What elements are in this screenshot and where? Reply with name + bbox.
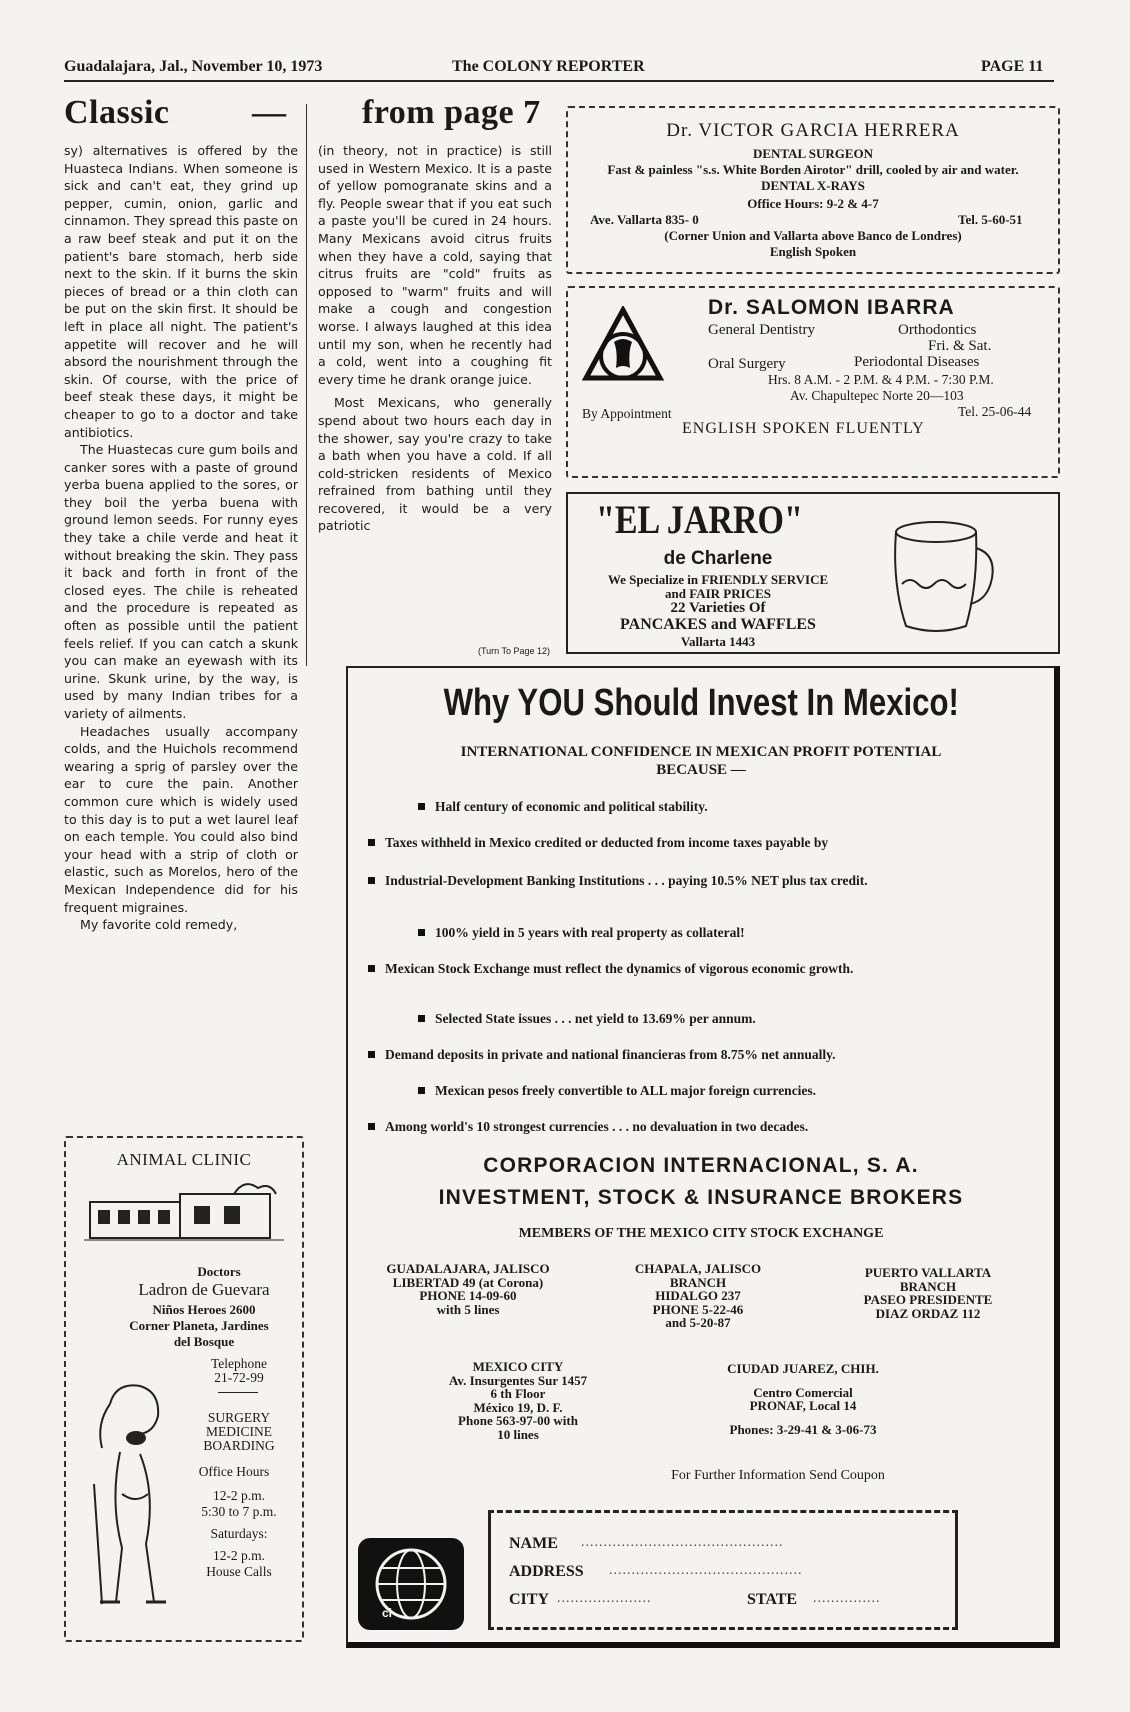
coupon-city-field[interactable]: ..................... <box>557 1591 652 1606</box>
herrera-address: Ave. Vallarta 835- 0 <box>590 212 699 227</box>
invest-bullet: 100% yield in 5 years with real property as collateral! <box>418 924 1028 941</box>
clinic-saturdays: Saturdays: <box>210 1526 268 1541</box>
bullet-square-icon <box>418 1087 425 1094</box>
invest-bullet: Mexican pesos freely convertible to ALL major foreign currencies. <box>418 1082 1028 1099</box>
invest-title-wrap <box>348 682 1054 725</box>
clinic-tel: 21-72-99 <box>214 1370 264 1385</box>
ibarra-name: Dr. SALOMON IBARRA <box>708 296 955 319</box>
header-dateline: Guadalajara, Jal., November 10, 1973 <box>64 58 323 75</box>
ibarra-tel: Tel. 25-06-44 <box>958 404 1032 419</box>
coupon-address-label: ADDRESS <box>509 1563 584 1580</box>
clinic-title: ANIMAL CLINIC <box>116 1150 252 1169</box>
invest-subtitle: INTERNATIONAL CONFIDENCE IN MEXICAN PROFIT POTENTIAL <box>460 744 942 760</box>
bullet-square-icon <box>418 1015 425 1022</box>
bullet-square-icon <box>368 1123 375 1130</box>
invest-bullet: Among world's 10 strongest currencies . . . no devaluation in two decades. <box>368 1118 1038 1135</box>
coupon-state-label: STATE <box>747 1591 798 1608</box>
ad-el-jarro <box>566 492 1060 654</box>
ibarra-specialty-ortho: Orthodontics <box>898 322 977 338</box>
header-paper-name: The COLONY REPORTER <box>452 58 645 75</box>
continued-note: (Turn To Page 12) <box>478 646 551 656</box>
article-paragraph: Most Mexicans, who generally spend about two hours each day in the shower, say you're crazy to take a bath when you have a cold. If all cold-stricken residents of Mexico refrained from bathing until they recovered, it would be a very patriotic <box>318 395 552 534</box>
invest-bullet: Mexican Stock Exchange must reflect the dynamics of vigorous economic growth. <box>368 960 1038 977</box>
coupon-note: For Further Information Send Coupon <box>671 1468 885 1483</box>
clinic-address-1: Niños Heroes 2600 <box>152 1302 256 1317</box>
office-puerto-vallarta: PUERTO VALLARTA BRANCH PASEO PRESIDENTE DIAZ ORDAZ 112 <box>863 1265 993 1321</box>
herrera-name: Dr. VICTOR GARCIA HERRERA <box>666 120 960 141</box>
bullet-square-icon <box>368 965 375 972</box>
clinic-rule <box>218 1392 258 1393</box>
coupon-name-field[interactable]: ............................................. <box>581 1535 784 1550</box>
herrera-tel: Tel. 5-60-51 <box>958 212 1023 227</box>
jarro-name: "EL JARRO" <box>596 497 803 542</box>
clinic-hours-2: 5:30 to 7 p.m. <box>201 1504 277 1519</box>
clinic-tel-label: Telephone <box>210 1356 268 1371</box>
bullet-square-icon <box>418 803 425 810</box>
ad-invest-mexico <box>346 666 1060 1648</box>
header-rule <box>64 80 1054 82</box>
ibarra-address: Av. Chapultepec Norte 20—103 <box>790 388 964 403</box>
headline-right: from page 7 <box>362 94 541 131</box>
office-chapala: CHAPALA, JALISCO BRANCH HIDALGO 237 PHONE 5-22-46 and 5-20-87 <box>634 1261 762 1330</box>
office-mexico-city: MEXICO CITY Av. Insurgentes Sur 1457 6 th Floor México 19, D. F. Phone 563-97-00 with 10 lines <box>448 1359 588 1442</box>
invest-title: Why YOU Should Invest In Mexico! <box>443 682 959 724</box>
article-paragraph: My favorite cold remedy, <box>80 917 238 933</box>
clinic-address-3: del Bosque <box>173 1334 235 1349</box>
coupon-name-label: NAME <box>509 1535 558 1552</box>
ad-animal-clinic <box>64 1136 304 1642</box>
office-ciudad-juarez: CIUDAD JUAREZ, CHIH. Centro Comercial PRONAF, Local 14 Phones: 3-29-41 & 3-06-73 <box>727 1361 879 1437</box>
herrera-title: DENTAL SURGEON <box>752 146 874 161</box>
article-paragraph: sy) alternatives is offered by the Huasteca Indians. When someone is sick and can't eat, they grind up pepper, cumin, onion, garlic and cinnamon. They spread this paste on a raw beef steak and put it on the patient's bare stomach, herb side next to the skin. If it burns the skin pieces of bread or a thin cloth can be put on the skin first. It should be left in place all night. The patient's appetite will recover and he will absord the nourishment through the skin. Of course, with the price of beef steak these days, it might be cheaper to go to a doctor and take antibiotics. <box>64 143 298 440</box>
clinic-service-boarding: BOARDING <box>203 1438 275 1453</box>
coupon-form[interactable] <box>488 1510 958 1630</box>
clinic-service-medicine: MEDICINE <box>206 1424 272 1439</box>
clinic-hours-3: 12-2 p.m. <box>212 1548 266 1563</box>
ad-ibarra <box>566 286 1060 478</box>
invest-bullet: Industrial-Development Banking Institutions . . . paying 10.5% NET plus tax credit. <box>368 872 1038 889</box>
ad-herrera <box>566 106 1060 274</box>
logo-text: ci <box>382 1606 393 1620</box>
herrera-english: English Spoken <box>769 244 857 259</box>
jarro-address: Vallarta 1443 <box>680 634 756 649</box>
clinic-office-hours: Office Hours <box>198 1464 270 1479</box>
jarro-line1: We Specialize in FRIENDLY SERVICE <box>607 572 829 587</box>
bloodhound-doctor-icon <box>80 1374 176 1624</box>
jarro-line2: and FAIR PRICES <box>665 586 771 601</box>
herrera-corner: (Corner Union and Vallarta above Banco de Londres) <box>664 228 962 243</box>
coupon-address-field[interactable]: ........................................... <box>609 1563 803 1578</box>
invest-bullet: Demand deposits in private and national financieras from 8.75% net annually. <box>368 1046 1038 1063</box>
column-divider <box>306 104 307 666</box>
clinic-house-calls: House Calls <box>206 1564 272 1579</box>
jarro-line4: PANCAKES and WAFFLES <box>620 616 816 633</box>
article-column-2 <box>318 142 552 642</box>
corp-members: MEMBERS OF THE MEXICO CITY STOCK EXCHANGE <box>518 1226 884 1241</box>
corp-subtitle: INVESTMENT, STOCK & INSURANCE BROKERS <box>438 1186 964 1209</box>
bullet-square-icon <box>418 929 425 936</box>
article-paragraph: Headaches usually accompany colds, and the Huichols recommend wearing a sprig of parsley over the ear to cure the pain. Another common cure which is widely used to this day is to put a wet laurel leaf on each temple. You could also bind your head with a strip of cloth or elastic, such as Morelos, hero of the Mexican Independence did for his frequent migraines. <box>64 723 298 915</box>
ibarra-english: ENGLISH SPOKEN FLUENTLY <box>682 420 925 437</box>
ibarra-specialty-oral: Oral Surgery <box>708 356 786 372</box>
clinic-hours-1: 12-2 p.m. <box>212 1488 266 1503</box>
article-paragraph: The Huastecas cure gum boils and canker sores with a paste of ground yerba buena applied to the sores, or they boil the yerba buena with ground lemon seeds. For runny eyes they take a chile verde and heat it without breaking the skin. They pass it back and forth in front of the closed eyes. The chile is reheated and the procedure is repeated as often as possible until the patient feels relief. If you can catch a skunk you can make an eyewash with its urine. Skunk urine, by the way, is used by many Indian tribes for a variety of ailments. <box>64 442 298 721</box>
office-guadalajara: GUADALAJARA, JALISCO LIBERTAD 49 (at Corona) PHONE 14-09-60 with 5 lines <box>386 1261 550 1317</box>
invest-because: BECAUSE — <box>656 762 746 778</box>
invest-bullet: Taxes withheld in Mexico credited or deducted from income taxes payable by <box>368 834 1038 851</box>
ibarra-appointment: By Appointment <box>582 406 672 421</box>
herrera-description: Fast & painless "s.s. White Borden Airotor" drill, cooled by air and water. DENTAL X-RAYS <box>607 162 1019 193</box>
headline-left: Classic <box>64 94 170 131</box>
ibarra-hours: Hrs. 8 A.M. - 2 P.M. & 4 P.M. - 7:30 P.M. <box>768 372 994 387</box>
jarro-line3: 22 Varieties Of <box>670 600 766 616</box>
corp-name: CORPORACION INTERNACIONAL, S. A. <box>483 1154 919 1177</box>
clinic-doctors-label: Doctors <box>197 1264 241 1279</box>
bullet-square-icon <box>368 877 375 884</box>
bullet-square-icon <box>368 1051 375 1058</box>
ibarra-specialty-perio: Periodontal Diseases <box>854 354 980 370</box>
dental-emblem-icon <box>582 306 664 388</box>
globe-logo-icon <box>356 1536 466 1632</box>
ibarra-days: Fri. & Sat. <box>928 338 992 354</box>
bullet-square-icon <box>368 839 375 846</box>
clinic-address-2: Corner Planeta, Jardines <box>129 1318 269 1333</box>
header-page-number: PAGE 11 <box>981 58 1044 75</box>
clinic-doctors: Ladron de Guevara <box>138 1280 270 1299</box>
jarro-subtitle: de Charlene <box>663 548 773 569</box>
ibarra-specialty-general: General Dentistry <box>708 322 816 338</box>
herrera-hours: Office Hours: 9-2 & 4-7 <box>747 196 879 211</box>
article-paragraph: (in theory, not in practice) is still used in Western Mexico. It is a paste of yellow pomogranate skins and a fly. People swear that if you eat such a paste you'll be cured in 24 hours. Many Mexicans avoid citrus fruits when they have a cold, saying that citrus fruits are "cold" fruits as opposed to "warm" fruits and will make a cough and congestion worse. I always laughed at this idea until my son, when he recently had a cold, went into a coughing fit every time he drank orange juice. <box>318 143 552 387</box>
invest-bullet: Half century of economic and political stability. <box>418 798 1018 815</box>
headline-dash: — <box>252 94 287 131</box>
invest-bullet: Selected State issues . . . net yield to 13.69% per annum. <box>418 1010 1028 1027</box>
clinic-building-icon <box>84 1178 284 1248</box>
clinic-service-surgery: SURGERY <box>207 1410 271 1425</box>
jug-icon <box>888 514 998 639</box>
coupon-city-label: CITY <box>509 1591 550 1608</box>
article-column-1 <box>64 142 298 1127</box>
coupon-state-field[interactable]: ............... <box>813 1591 881 1606</box>
